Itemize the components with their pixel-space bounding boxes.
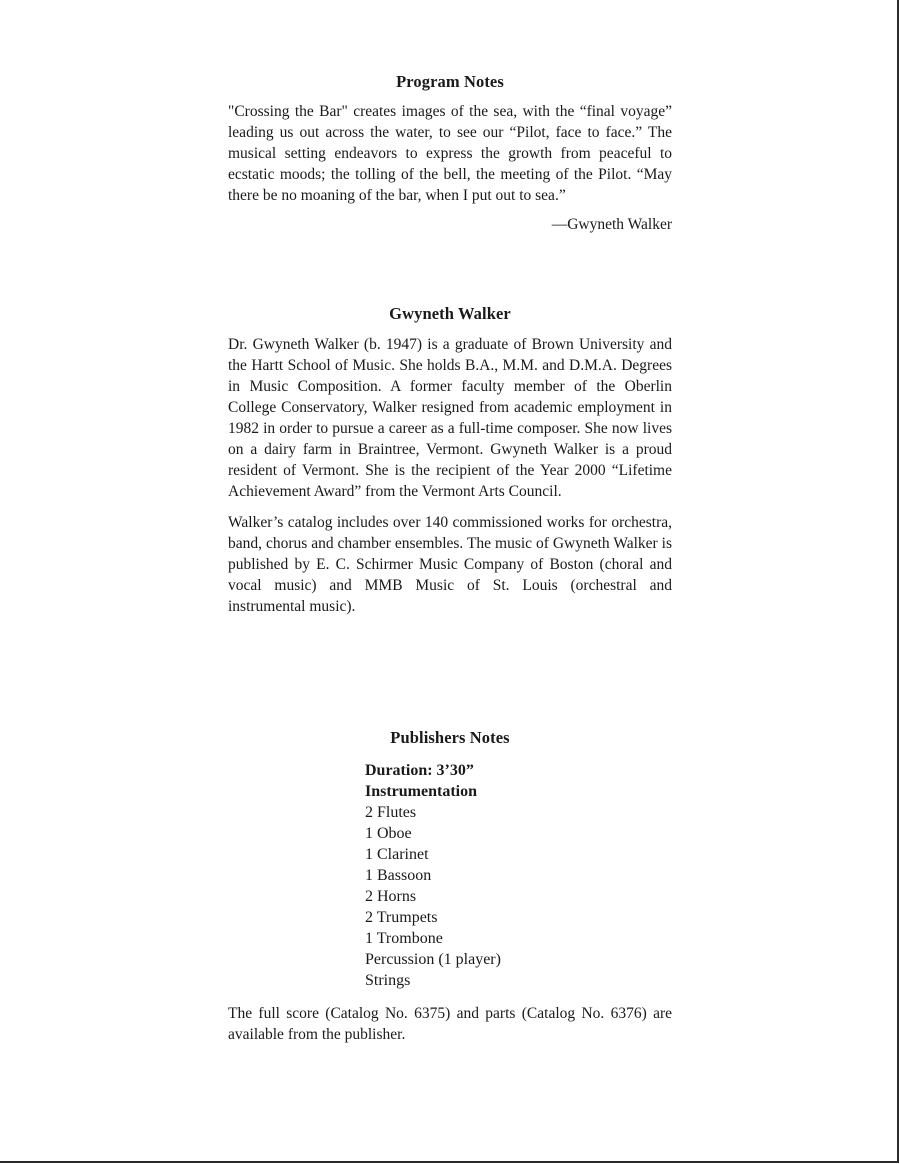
composer-bio-paragraph-1: Dr. Gwyneth Walker (b. 1947) is a graduate of Brown University and the Hartt School of Music. She holds B.A., M.M. and D.M.A. Degrees in Music Composition. A former faculty member of the Oberlin College Conservatory, Walker resigned from academic employment in 1982 in order to pursue a career as a full-time composer. She now lives on a dairy farm in Braintree, Vermont. Gwyneth Walker is a proud resident of Vermont. She is the recipient of the Year 2000 “Lifetime Achievement Award” from the Vermont Arts Council.	[228, 336, 672, 500]
composer-bio-title: Gwyneth Walker	[389, 304, 511, 323]
instrument-item: 1 Trombone	[365, 930, 443, 947]
instrumentation-heading: Instrumentation	[365, 783, 478, 800]
program-notes-section	[228, 72, 672, 234]
instrument-item: 2 Trumpets	[365, 909, 438, 926]
instrument-item: 1 Bassoon	[365, 867, 432, 884]
composer-bio-paragraph-2: Walker’s catalog includes over 140 commissioned works for orchestra, band, chorus and chamber ensembles. The music of Gwyneth Walker is published by E. C. Schirmer Music Company of Boston (choral and vocal music) and MMB Music of St. Louis (orchestral and instrumental music).	[228, 514, 672, 615]
program-notes-title: Program Notes	[396, 72, 504, 91]
instrument-item: Percussion (1 player)	[365, 951, 501, 968]
instrument-item: 2 Flutes	[365, 804, 417, 821]
duration-label: Duration: 3’30”	[365, 762, 474, 779]
availability-note: The full score (Catalog No. 6375) and parts (Catalog No. 6376) are available from the publisher.	[228, 1005, 672, 1043]
instrument-item: 2 Horns	[365, 888, 417, 905]
instrument-item: 1 Clarinet	[365, 846, 429, 863]
instrument-list	[365, 802, 501, 991]
program-notes-body: "Crossing the Bar" creates images of the sea, with the “final voyage” leading us out across the water, to see our “Pilot, face to face.” The musical setting endeavors to express the growth from peaceful to ecstatic moods; the tolling of the bell, the meeting of the Pilot. “May there be no moaning of the bar, when I put out to sea.”	[228, 103, 672, 204]
publishers-notes-details	[365, 760, 501, 991]
instrument-item: 1 Oboe	[365, 825, 412, 842]
composer-bio-section	[228, 304, 672, 617]
publishers-notes-title: Publishers Notes	[390, 728, 510, 747]
instrument-item: Strings	[365, 972, 411, 989]
program-notes-signature: —Gwyneth Walker	[551, 216, 672, 233]
